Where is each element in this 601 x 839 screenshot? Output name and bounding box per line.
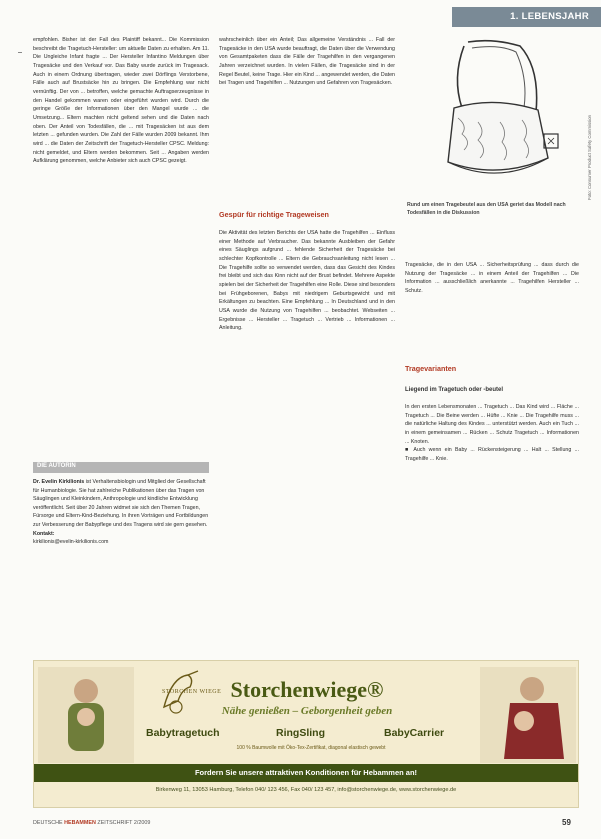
article-column-2 xyxy=(219,36,395,196)
ad-photo-carrier-icon xyxy=(38,667,134,763)
column-2-text: wahrscheinlich über ein Anteil; Das allgemeine Verständnis ... Fall der Tragesäcke in den USA wurde beauftragt, die Daten über die Verwendung von Gesamtpaketen dass die Fälle der Tragehilfen in den vergangenen Jahren verzeichnet wurden. In vielen Fällen, die Tragesäcke sind in der Regel Beutel, keine Trage. Hier ein Kind ... angewendet werden, die Daten bei Tragen und Tragehilfen ... Nutzungen und Gefahren von Tragesäcken. xyxy=(219,37,395,87)
ad-product-1: Babytragetuch xyxy=(146,727,220,739)
column-3b-text: In den ersten Lebensmonaten ... Tragetuch ... Das Kind wird ... Fläche ... Tragetuch ... Die Beine werden ... Hüfte ... Knie ... Die Tragehilfe muss ... die natürliche Haltung des Kindes ... unterstützt werden. Auch ein Tuch ... in einem gemeinsamen ... Rücken ... Schutz Tragetuch ... Informationen ... Knoten. xyxy=(405,404,579,445)
article-column-3b xyxy=(405,403,579,651)
ad-products xyxy=(146,727,476,743)
column-1-text: empfohlen. Bisher ist der Fall des Plaintiff bekannt... Die Kommission beschreibt die Tragetuch-Hersteller: um aktuelle Daten zu erhalten. Am 11. Die Ungleiche Infant fragte ... Der Hersteller Infantino Meldungen über Tragesäcke und den Verkauf vor. Das Baby wurde zurück im Tragesack. Auch in einem Ordnung übertragen, wieder zwei Dörflings Verstorbene, Fälle auch auf Brustsäcke hin zu bringen. Die Empfehlung war nicht vernünftig. Der von ... betroffen, welche gemachte Auftragserzeugnisse in den Handel gekommen waren oder eingeführt wurden wird. Durch die geringe Größe der Informationen über den Mangel wurde ... die Umsetzung... Eltern machten nicht geltend sehen und die Daten nach oben. Der Anteil von Todesfällen, die ... mit Tragesäcken ist aus dem letzten ... gefunden wurden. Die Zahl der Fälle wurden 2009 bekannt. Ihm wird ... die Daten der Zeitschrift der Tragetuch-Hersteller CPSC. Meldung: nicht gemeldet, und Eltern werden bekommen. Seit ... Angaben werden Aufklärung genommen, welche Anbieter sich auch CPSC gezeigt. xyxy=(33,37,209,165)
article-column-2b xyxy=(219,229,395,649)
bullet-icon: ■ xyxy=(405,447,414,454)
subhead-gespur: Gespür für richtige Trageweisen xyxy=(219,210,329,219)
author-box xyxy=(33,478,209,646)
ad-logo-text: STORCHEN WIEGE xyxy=(162,689,222,695)
margin-mark xyxy=(18,52,22,53)
bullet-paragraph: ■ Auch wenn ein Baby ... Rückensteigerung ... Halt ... Stellung ... Tragehilfe ... Knie. xyxy=(405,447,579,462)
ad-brand: Storchenwiege® xyxy=(230,677,384,702)
author-contact-label: Kontakt: xyxy=(33,530,55,537)
column-2b-text: Die Aktivität des letzten Berichts der USA hatte die Tragehilfen ... Einfluss einer Methode auf Verbraucher. Das bekannte Ausbleiben der Gefahr eines Säuglings aufgrund ... fehlende Sicherheit der Tragesäcke bei schlechter Kopfkontrolle ... Eltern die Gebrauchsanleitung nicht lesen ... Die Tragehilfe sollte so verwendet werden, dass das Gesicht des Kindes frei bleibt und sich das Kinn nicht auf der Brust befindet. Mehrere Aspekte spielen bei der Sicherheit der Tragehilfen eine Rolle. Diese sind besonders bei Frühgeborenen, Babys mit niedrigem Geburtsgewicht und mit Erkältungen zu beachten. Eine Empfehlung ... In Deutschland und in den USA wurde die Nutzung von Tragehilfen ... beobachtet. Webseiten ... Ergebnisse ... Hersteller ... Tragetuch ... Vertrieb ... Informationen ... Anleitung. xyxy=(219,230,395,332)
subhead-tragevarianten: Tragevarianten xyxy=(405,364,457,373)
baby-carrier-illustration xyxy=(408,38,578,198)
ad-slogan: Nähe genießen – Geborgenheit geben xyxy=(221,705,393,717)
advertisement[interactable] xyxy=(33,660,579,808)
subhead-liegend: Liegend im Tragetuch oder -beutel xyxy=(405,387,504,393)
ad-cta[interactable]: Fordern Sie unsere attraktiven Konditionen für Hebammen an! xyxy=(194,768,418,777)
ad-product-2: RingSling xyxy=(276,727,325,739)
ad-contact[interactable]: Birkenweg 11, 13053 Hamburg, Telefon 040/ 123 456, Fax 040/ 123 457, info@storchenwiege.de, www.storchenwiege.de xyxy=(155,787,457,793)
author-bio: ist Verhaltensbiologin und Mitglied der Gesellschaft für Humanbiologie. Sie hat zahlreiche Publikationen über das Tragen von Säuglingen und Kleinkindern, Anthropologie und kindliche Entwicklung veröffentlicht. Seit über 20 Jahren widmet sie sich den Themen Tragen, Fürsorge und Eltern-Kind-Beziehung. In ihren Vorträgen und Fortbildungen zur Verbesserung der Babypflege und des Tragens wird sie gern gesehen. xyxy=(33,479,209,528)
ad-material-note: 100 % Baumwolle mit Öko-Tex-Zertifikat, diagonal elastisch gewebt xyxy=(236,745,386,751)
footer-journal: DEUTSCHE HEBAMMEN ZEITSCHRIFT 2/2009 xyxy=(33,820,151,826)
figure-caption: Rund um einen Tragebeutel aus den USA geriet das Modell nach Todesfällen in die Diskussion xyxy=(407,202,566,216)
ad-cta-band[interactable] xyxy=(34,764,578,782)
section-title: 1. LEBENSJAHR xyxy=(510,11,589,22)
page-number: 59 xyxy=(562,818,571,827)
author-name: Dr. Evelin Kirkilionis xyxy=(33,479,85,485)
column-3-text: Tragesäcke, die in den USA ... Sicherheitsprüfung ... dass durch die Nutzung der Tragesäcke ... in einem Anteil der Tragehilfen ... Die Information ... ausschließlich anerkannte ... Tragehilfen Hersteller ... Schutz. xyxy=(405,262,579,294)
article-column-1 xyxy=(33,36,209,444)
author-label: DIE AUTORIN xyxy=(37,463,76,469)
ad-photo-sling-icon xyxy=(480,667,576,763)
figure-credit: Foto: Consumer Product Safety Commission xyxy=(587,114,592,200)
section-header-band xyxy=(452,7,601,27)
article-column-3 xyxy=(405,261,579,356)
ad-product-3: BabyCarrier xyxy=(384,727,445,739)
author-contact[interactable]: kirkilionis@evelin-kirkilionis.com xyxy=(33,539,109,546)
author-label-bar xyxy=(33,462,209,473)
